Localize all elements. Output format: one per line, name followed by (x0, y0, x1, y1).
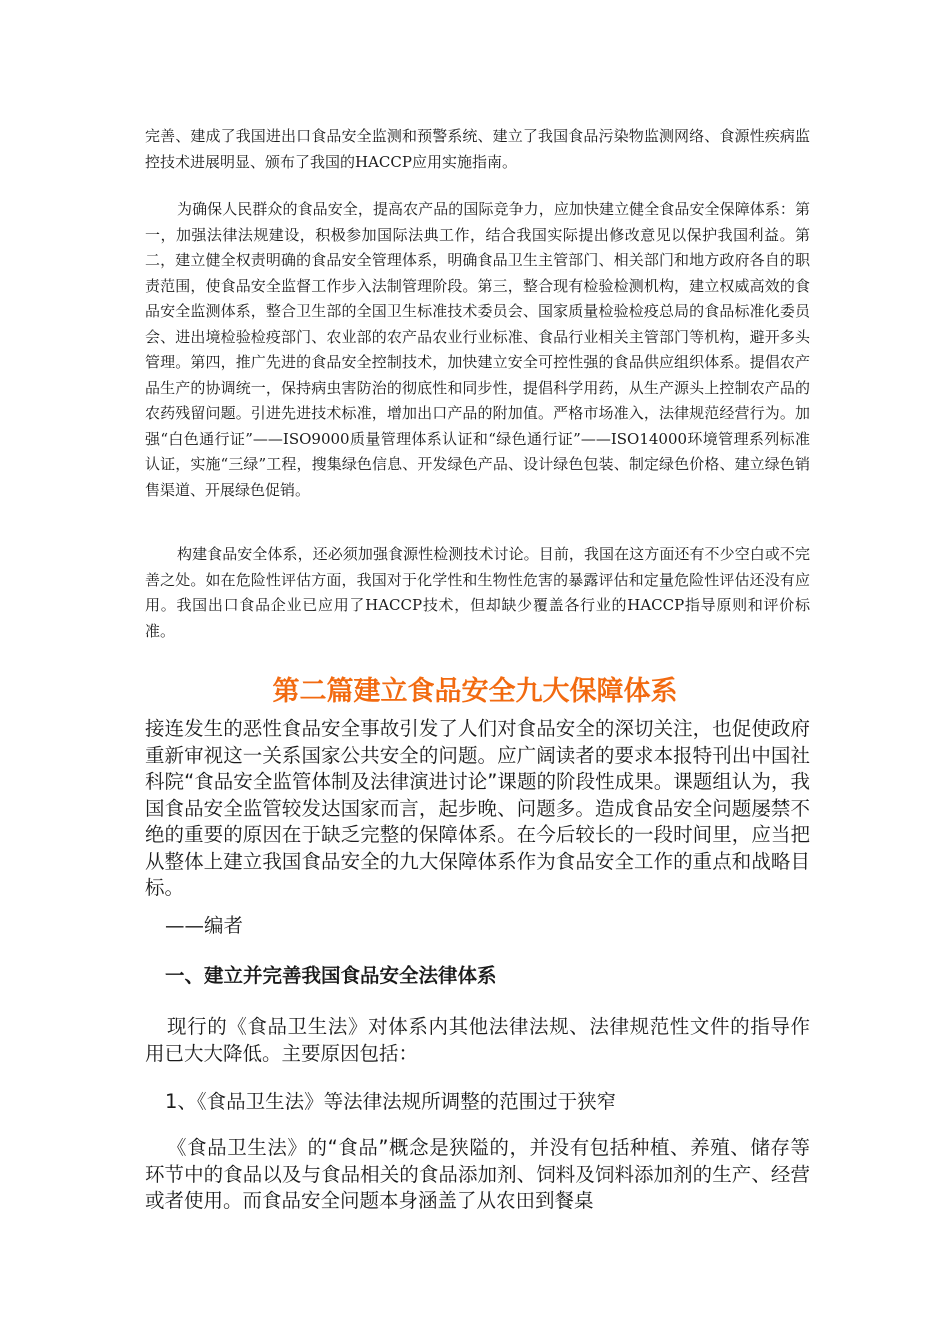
chapter-title: 第二篇建立食品安全九大保障体系 (272, 676, 678, 707)
section-heading-1: 一、建立并完善我国食品安全法律体系 (165, 964, 497, 987)
paragraph-haccp-guidelines: 完善、建成了我国进出口食品安全监测和预警系统、建立了我国食品污染物监测网络、食源性疾病监控技术进展明显、颁布了我国的HACCP应用实施指南。 (145, 127, 810, 171)
paragraph-food-safety-system: 为确保人民群众的食品安全，提高农产品的国际竞争力，应加快建立健全食品安全保障体系：第一，加强法律法规建设，积极参加国际法典工作，结合我国实际提出修改意见以保护我国利益。第二，建立健全权责明确的食品安全管理体系，明确食品卫生主管部门、相关部门和地方政府各自的职责范围，使食品安全监督工作步入法制管理阶段。第三，整合现有检验检测机构，建立权威高效的食品安全监测体系，整合卫生部的全国卫生标准技术委员会、国家质量检验检疫总局的食品标准化委员会、进出境检验检疫部门、农业部的农产品农业行业标准、食品行业相关主管部门等机构，避开多头管理。第四，推广先进的食品安全控制技术，加快建立安全可控性强的食品供应组织体系。提倡农产品生产的协调统一，保持病虫害防治的彻底性和同步性，提倡科学用药，从生产源头上控制农产品的农药残留问题。引进先进技术标准，增加出口产品的附加值。严格市场准入，法律规范经营行为。加强“白色通行证”——ISO9000质量管理体系认证和“绿色通行证”——ISO14000环境管理系列标准认证，实施“三绿”工程，搜集绿色信息、开发绿色产品、设计绿色包装、制定绿色价格、建立绿色销售渠道、开展绿色促销。 (145, 200, 810, 499)
paragraph-food-hygiene-law: 现行的《食品卫生法》对体系内其他法律法规、法律规范性文件的指导作用已大大降低。主要原因包括： (145, 1015, 810, 1065)
intro-paragraph: 接连发生的恶性食品安全事故引发了人们对食品安全的深切关注，也促使政府重新审视这一关系国家公共安全的问题。应广阔读者的要求本报特刊出中国社科院“食品安全监管体制及法律演进讨论”课题的阶段性成果。课题组认为，我国食品安全监管较发达国家而言，起步晚、问题多。造成食品安全问题屡禁不绝的重要的原因在于缺乏完整的保障体系。在今后较长的一段时间里，应当把从整体上建立我国食品安全的九大保障体系作为食品安全工作的重点和战略目标。 (145, 717, 810, 899)
paragraph-detection-technology: 构建食品安全体系，还必须加强食源性检测技术讨论。目前，我国在这方面还有不少空白或不完善之处。如在危险性评估方面，我国对于化学性和生物性危害的暴露评估和定量危险性评估还没有应用。我国出口食品企业已应用了HACCP技术，但却缺少覆盖各行业的HACCP指导原则和评价标准。 (145, 545, 810, 640)
editor-note: ——编者 (165, 914, 244, 937)
list-item-1: 1、《食品卫生法》等法律法规所调整的范围过于狭窄 (165, 1090, 617, 1113)
paragraph-food-concept: 《食品卫生法》的“食品”概念是狭隘的，并没有包括种植、养殖、储存等环节中的食品以及与食品相关的食品添加剂、饲料及饲料添加剂的生产、经营或者使用。而食品安全问题本身涵盖了从农田到餐桌 (145, 1136, 810, 1212)
